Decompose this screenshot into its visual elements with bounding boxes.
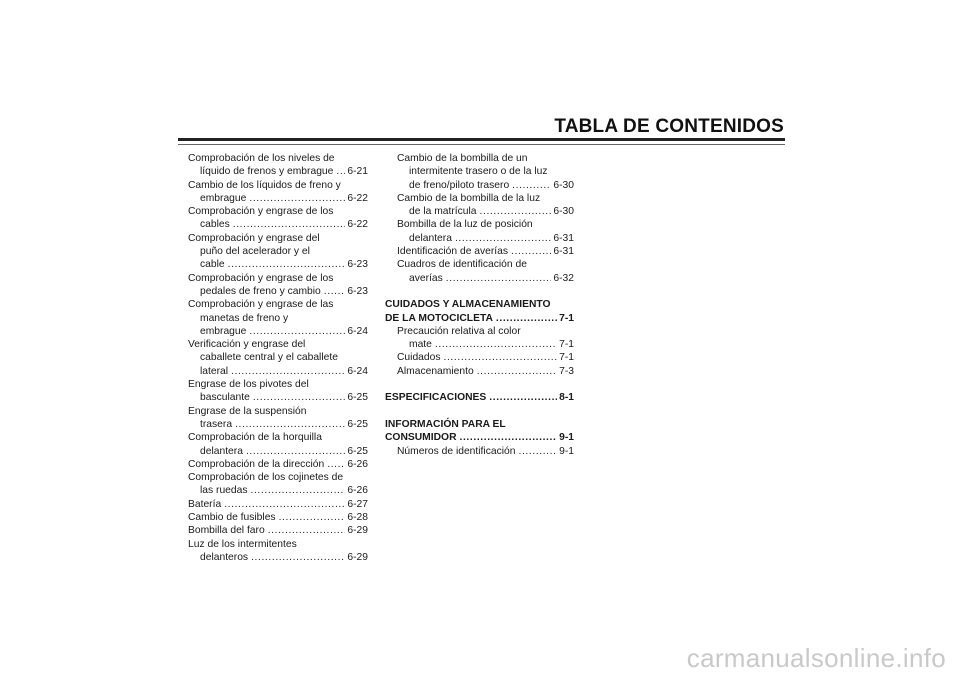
toc-page-number: 6-31 [553,232,574,244]
toc-entry-title: Cuidados [397,352,441,364]
toc-entry[interactable] [385,205,574,218]
toc-page-number: 9-1 [559,432,574,444]
toc-entry-title: manetas de freno y [200,312,289,324]
toc-dot-leader [233,218,346,231]
toc-dot-leader [224,498,345,511]
toc-entry-title: Comprobación y engrase de las [188,299,334,311]
toc-entry[interactable] [385,179,574,192]
toc-entry-title: delanteros [200,551,249,563]
toc-dot-leader [251,484,346,497]
toc-entry-title: Identificación de averías [397,246,509,258]
toc-entry[interactable] [188,445,368,458]
toc-entry-title: Bombilla de la luz de posición [397,219,533,231]
toc-entry[interactable] [385,338,574,351]
watermark-text: carmanualsonline.info [686,643,946,673]
toc-dot-leader [446,272,552,285]
toc-entry[interactable] [385,312,574,325]
toc-page-number: 6-26 [347,485,368,497]
toc-entry-continued [385,325,574,338]
toc-entry-title: caballete central y el caballete [200,352,338,364]
toc-page-number: 7-3 [559,365,574,377]
toc-entry-title: Precaución relativa al color [397,325,521,337]
toc-entry-title: INFORMACIÓN PARA EL [385,418,506,430]
toc-page-number: 6-21 [347,166,368,178]
toc-entry-continued [188,298,368,311]
toc-entry[interactable] [188,498,368,511]
toc-page-number: 6-29 [347,525,368,537]
toc-entry-title: Comprobación de la dirección [188,458,325,470]
toc-entry-continued [188,312,368,325]
toc-entry-title: CONSUMIDOR [385,432,457,444]
toc-left-column [188,152,368,564]
toc-entry-continued [188,471,368,484]
toc-entry-title: líquido de frenos y embrague [200,166,334,178]
toc-entry-continued [385,298,574,311]
toc-entry-title: Comprobación de los cojinetes de [188,472,344,484]
toc-dot-leader [246,445,345,458]
toc-entry[interactable] [188,391,368,404]
toc-entry-title: trasera [200,418,233,430]
toc-entry[interactable] [188,218,368,231]
toc-dot-leader [249,325,345,338]
header-rule-thick [178,138,785,141]
toc-entry[interactable] [188,418,368,431]
toc-entry-title: averías [409,272,443,284]
toc-entry-title: Cambio de la bombilla de un [397,153,528,164]
toc-dot-leader [480,205,552,218]
toc-spacer [385,285,574,298]
toc-page-number: 6-25 [347,445,368,457]
toc-page-number: 6-25 [347,392,368,404]
toc-entry-title: ESPECIFICACIONES [385,392,487,404]
toc-entry-title: Batería [188,498,222,510]
toc-page-number: 7-1 [559,339,574,351]
toc-dot-leader [327,458,345,471]
toc-entry-title: Cambio de la bombilla de la luz [397,192,541,204]
toc-entry-title: pedales de freno y cambio [200,285,321,297]
toc-entry-title: puño del acelerador y el [200,246,310,258]
toc-entry-continued [188,245,368,258]
toc-page-number: 6-22 [347,192,368,204]
toc-entry-continued [188,431,368,444]
toc-entry-title: las ruedas [200,485,248,497]
toc-entry-continued [188,205,368,218]
toc-entry-continued [385,258,574,271]
toc-page-number: 6-24 [347,365,368,377]
toc-entry-continued [188,351,368,364]
toc-entry-title: Cambio de los líquidos de freno y [188,179,341,191]
page-title: TABLA DE CONTENIDOS [554,116,784,137]
toc-entry-title: DE LA MOTOCICLETA [385,312,493,324]
toc-entry-title: CUIDADOS Y ALMACENAMIENTO [385,299,551,311]
toc-entry-continued [188,152,368,165]
toc-dot-leader [228,258,346,271]
toc-dot-leader [512,179,551,192]
toc-entry-continued [385,418,574,431]
toc-dot-leader [455,232,551,245]
toc-entry-continued [188,179,368,192]
toc-dot-leader [477,365,557,378]
toc-entry-title: intermitente trasero o de la luz [409,166,548,178]
toc-page-number: 6-23 [347,259,368,271]
toc-entry-title: Engrase de la suspensión [188,405,307,417]
toc-entry[interactable] [188,524,368,537]
toc-dot-leader [518,445,557,458]
toc-page-number: 6-26 [347,458,368,470]
toc-entry-continued [188,338,368,351]
toc-entry-title: lateral [200,365,229,377]
toc-entry-continued [385,152,574,165]
toc-dot-leader [279,511,346,524]
toc-entry[interactable] [188,551,368,564]
toc-spacer [385,405,574,418]
toc-page-number: 7-1 [559,352,574,364]
toc-spacer [385,378,574,391]
toc-dot-leader [435,338,557,351]
toc-entry-title: basculante [200,392,250,404]
toc-entry-title: Comprobación de los niveles de [188,153,335,164]
toc-page-number: 6-25 [347,418,368,430]
toc-entry-continued [385,192,574,205]
toc-dot-leader [496,312,557,325]
toc-entry[interactable] [188,258,368,271]
toc-entry-continued [188,405,368,418]
toc-page-number: 6-22 [347,219,368,231]
toc-page-number: 6-28 [347,512,368,524]
toc-dot-leader [235,418,345,431]
toc-entry-title: embrague [200,325,247,337]
toc-entry-title: Verificación y engrase del [188,339,306,351]
toc-page-number: 6-30 [553,179,574,191]
toc-entry-continued [385,165,574,178]
toc-page-number: 6-32 [553,272,574,284]
toc-dot-leader [231,365,345,378]
toc-entry-continued [188,538,368,551]
toc-entry-title: Cambio de fusibles [188,512,276,524]
toc-page-number: 6-31 [553,246,574,258]
toc-entry-title: Engrase de los pivotes del [188,379,309,391]
toc-entry-title: Luz de los intermitentes [188,538,297,550]
toc-entry-title: cable [200,259,225,271]
toc-entry[interactable] [188,165,368,178]
toc-entry[interactable] [188,458,368,471]
toc-dot-leader [336,165,345,178]
toc-entry[interactable] [385,431,574,444]
toc-entry-continued [188,232,368,245]
toc-entry[interactable] [385,232,574,245]
toc-entry[interactable] [385,272,574,285]
toc-entry[interactable] [385,365,574,378]
toc-entry-title: delantera [200,445,243,457]
toc-entry-title: Comprobación de la horquilla [188,432,322,444]
toc-entry-title: Almacenamiento [397,365,474,377]
toc-dot-leader [251,551,345,564]
toc-entry-continued [188,272,368,285]
toc-entry[interactable] [188,511,368,524]
toc-entry-title: cables [200,219,230,231]
toc-entry-title: de freno/piloto trasero [409,179,510,191]
toc-entry-title: Comprobación y engrase del [188,232,320,244]
toc-entry[interactable] [385,445,574,458]
toc-dot-leader [324,285,346,298]
toc-entry[interactable] [385,391,574,404]
toc-entry-title: Cuadros de identificación de [397,259,527,271]
toc-entry-title: mate [409,339,432,351]
toc-page-number: 9-1 [559,445,574,457]
toc-entry-title: de la matrícula [409,206,477,218]
toc-entry[interactable] [188,285,368,298]
toc-entry-title: delantera [409,232,452,244]
toc-right-column [385,152,574,458]
header-rule-thin [178,144,785,145]
toc-page-number: 8-1 [559,392,574,404]
toc-entry[interactable] [188,484,368,497]
toc-page-number: 6-30 [553,206,574,218]
toc-dot-leader [444,351,558,364]
toc-entry-continued [385,218,574,231]
toc-entry[interactable] [385,245,574,258]
toc-entry[interactable] [188,365,368,378]
toc-dot-leader [460,431,558,444]
toc-entry-title: Comprobación y engrase de los [188,206,334,218]
toc-dot-leader [253,391,346,404]
toc-entry[interactable] [188,192,368,205]
toc-entry[interactable] [188,325,368,338]
toc-entry[interactable] [385,351,574,364]
toc-entry-title: embrague [200,192,247,204]
toc-entry-title: Números de identificación [397,445,516,457]
toc-dot-leader [268,524,346,537]
toc-dot-leader [489,391,557,404]
toc-page-number: 7-1 [559,312,574,324]
toc-page-number: 6-24 [347,325,368,337]
toc-entry-title: Comprobación y engrase de los [188,272,334,284]
toc-dot-leader [249,192,345,205]
toc-entry-continued [188,378,368,391]
toc-page-number: 6-23 [347,285,368,297]
toc-entry-title: Bombilla del faro [188,525,265,537]
toc-dot-leader [511,245,551,258]
toc-page-number: 6-27 [347,498,368,510]
toc-page-number: 6-29 [347,551,368,563]
